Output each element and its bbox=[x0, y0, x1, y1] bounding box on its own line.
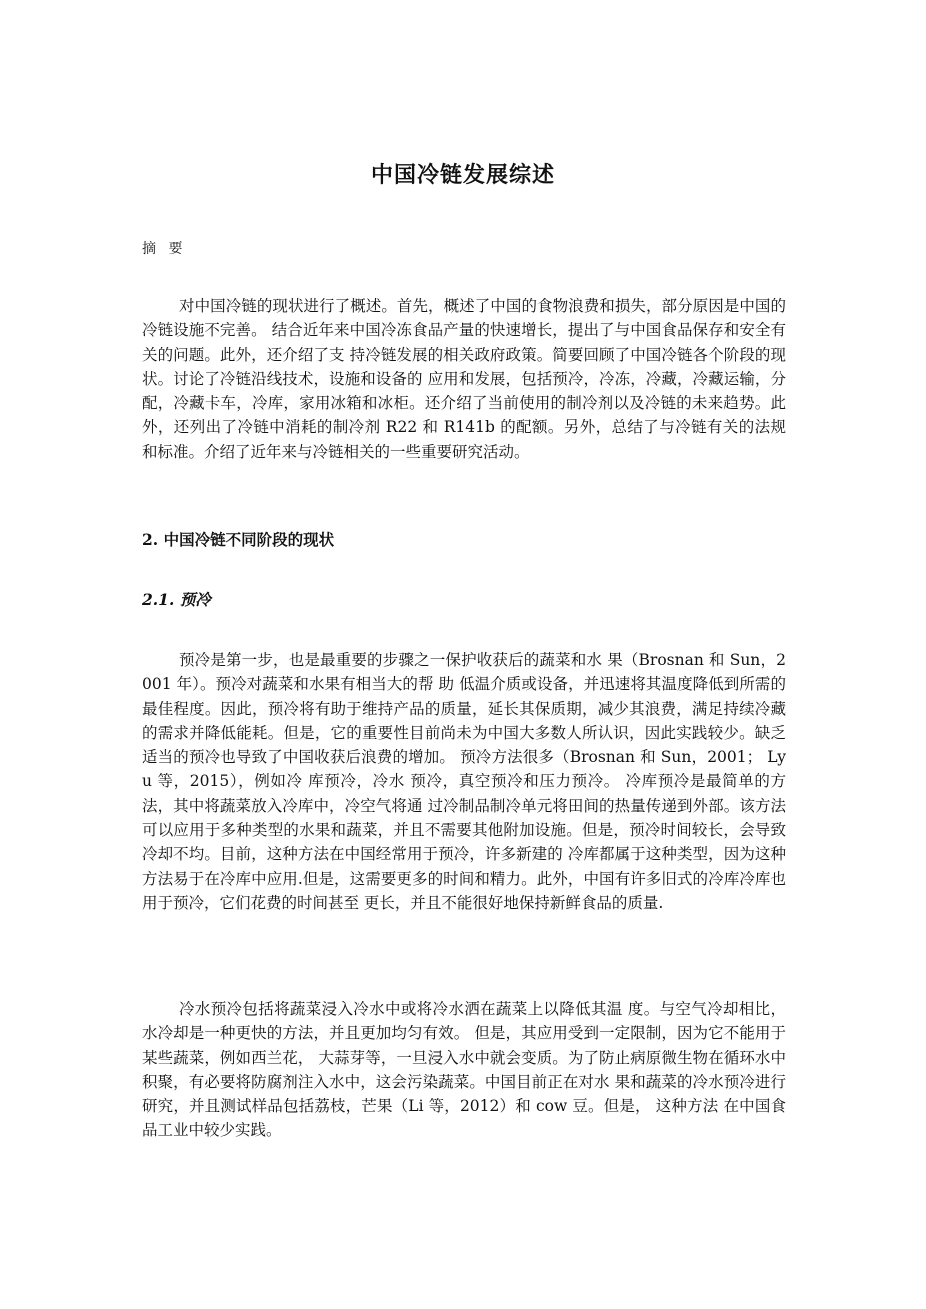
subsection-heading: 2.1. 预冷 bbox=[142, 590, 211, 609]
document-title: 中国冷链发展综述 bbox=[370, 162, 555, 188]
abstract-paragraph: 对中国冷链的现状进行了概述。首先，概述了中国的食物浪费和损失，部分原因是中国的冷链设施不完善。 结合近年来中国冷冻食品产量的快速增长，提出了与中国食品保存和安全有关的问题。此外，还介绍了支 持冷链发展的相关政府政策。简要回顾了中国冷链各个阶段的现状。讨论了冷链沿线技术，设施和设备的 应用和发展，包括预冷，冷冻，冷藏，冷藏运输，分配，冷藏卡车，冷库，家用冰箱和冰柜。还介绍了当前使用的制冷剂以及冷链的未来趋势。此外，还列出了冷链中消耗的制冷剂 R22 和 R141b 的配额。另外，总结了与冷链有关的法规和标准。介绍了近年来与冷链相关的一些重要研究活动。 bbox=[142, 297, 786, 461]
abstract-label: 摘 要 bbox=[142, 241, 187, 257]
precooling-paragraph-1: 预冷是第一步，也是最重要的步骤之一保护收获后的蔬菜和水 果（Brosnan 和 Sun，2001 年）。预冷对蔬菜和水果有相当大的帮 助 低温介质或设备，并迅速将其温度降低到所需的最佳程度。因此，预冷将有助于维持产品的质量，延长其保质期，减少其浪费，满足持续冷藏的需求并降低能耗。但是，它的重要性目前尚未为中国大多数人所认识，因此实践较少。缺乏适当的预冷也导致了中国收获后浪费的增加。 预冷方法很多（Brosnan 和 Sun，2001； Lyu 等，2015），例如冷 库预冷，冷水 预冷，真空预冷和压力预冷。 冷库预冷是最简单的方法，其中将蔬菜放入冷库中，冷空气将通 过冷制品制冷单元将田间的热量传递到外部。该方法可以应用于多种类型的水果和蔬菜，并且不需要其他附加设施。但是，预冷时间较长，会导致冷却不均。目前，这种方法在中国经常用于预冷，许多新建的 冷库都属于这种类型，因为这种方法易于在冷库中应用.但是，这需要更多的时间和精力。此外，中国有许多旧式的冷库冷库也用于预冷，它们花费的时间甚至 更长，并且不能很好地保持新鲜食品的质量. bbox=[142, 651, 786, 912]
section-heading: 2. 中国冷链不同阶段的现状 bbox=[142, 530, 335, 549]
precooling-paragraph-2: 冷水预冷包括将蔬菜浸入冷水中或将冷水洒在蔬菜上以降低其温 度。与空气冷却相比，水冷却是一种更快的方法，并且更加均匀有效。 但是，其应用受到一定限制，因为它不能用于某些蔬菜，例如西兰花， 大蒜芽等，一旦浸入水中就会变质。为了防止病原微生物在循环水中 积聚，有必要将防腐剂注入水中，这会污染蔬菜。中国目前正在对水 果和蔬菜的冷水预冷进行研究，并且测试样品包括荔枝，芒果（Li 等，2012）和 cow 豆。但是， 这种方法 在中国食品工业中较少实践。 bbox=[142, 1000, 786, 1140]
